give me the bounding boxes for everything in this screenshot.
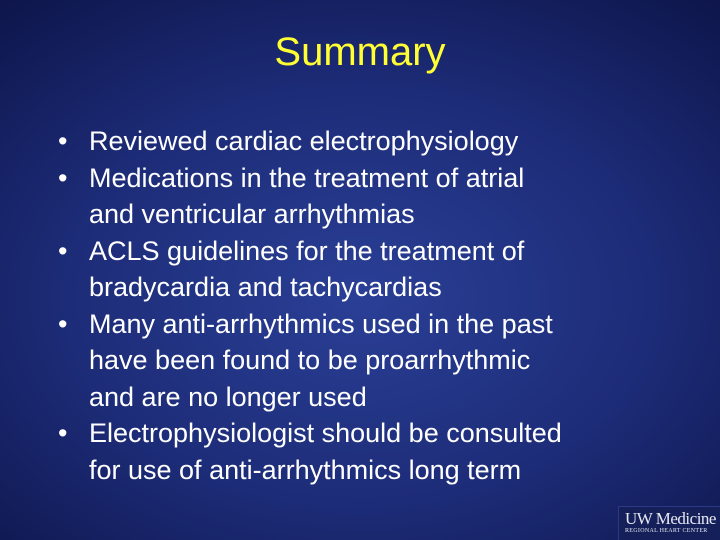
bullet-line: and are no longer used <box>89 381 367 412</box>
bullet-item <box>58 123 698 160</box>
bullet-item <box>58 233 698 306</box>
bullet-line: bradycardia and tachycardias <box>89 272 442 302</box>
bullet-line: for use of anti-arrhythmics long term <box>89 454 522 485</box>
logo-main-text: UW Medicine <box>625 509 716 528</box>
bullet-icon: • <box>58 418 68 448</box>
bullet-item <box>58 306 698 416</box>
uw-medicine-logo <box>618 506 720 540</box>
slide-title: Summary <box>274 30 446 74</box>
bullet-item <box>58 160 698 233</box>
bullet-icon: • <box>58 126 68 156</box>
logo-sub-text: REGIONAL HEART CENTER <box>625 528 708 534</box>
bullet-icon: • <box>58 235 68 266</box>
bullet-list <box>58 123 698 488</box>
bullet-line: Many anti-arrhythmics used in the past <box>89 308 553 339</box>
bullet-item <box>58 415 698 488</box>
bullet-icon: • <box>58 162 68 193</box>
bullet-line: Reviewed cardiac electrophysiology <box>89 126 519 156</box>
bullet-line: Medications in the treatment of atrial <box>89 162 525 193</box>
bullet-line: Electrophysiologist should be consulted <box>89 418 562 448</box>
bullet-icon: • <box>58 308 68 339</box>
bullet-line: have been found to be proarrhythmic <box>89 345 531 375</box>
bullet-line: ACLS guidelines for the treatment of <box>89 235 525 266</box>
bullet-line: and ventricular arrhythmias <box>89 199 415 229</box>
